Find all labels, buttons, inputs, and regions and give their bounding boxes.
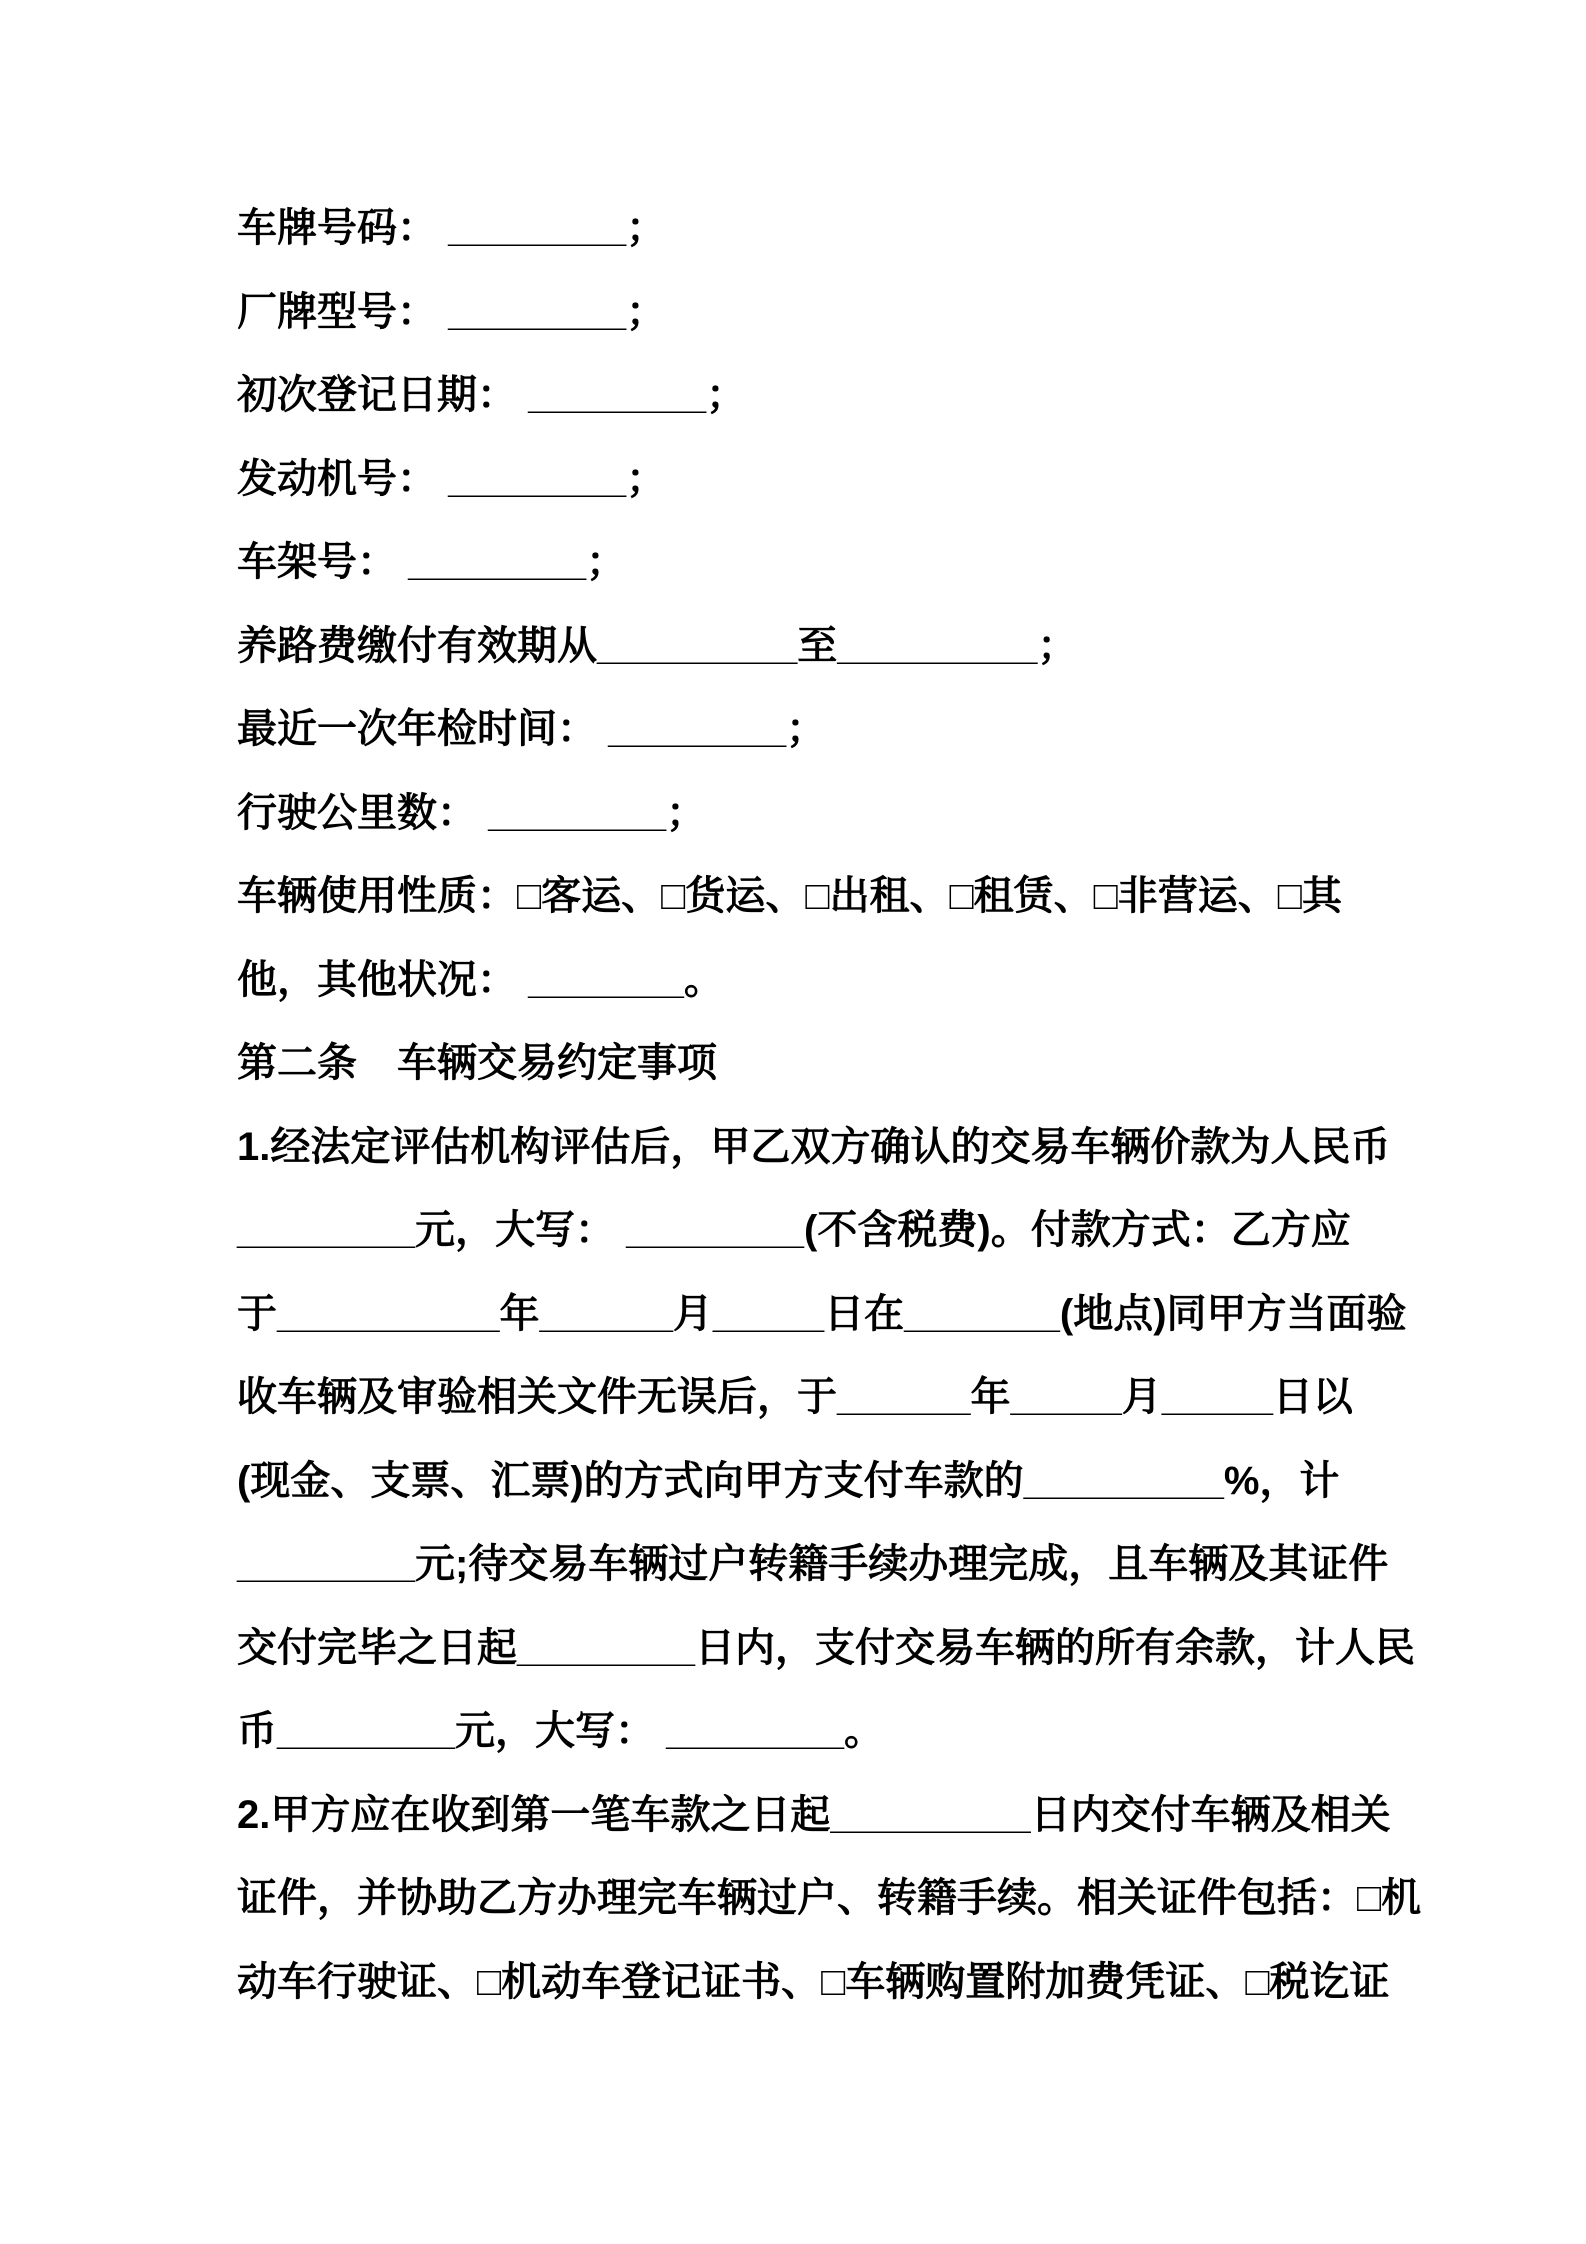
- clause-1-line-6: ________元;待交易车辆过户转籍手续办理完成，且车辆及其证件: [237, 1542, 1389, 1586]
- field-mileage: 行驶公里数： ________；: [237, 790, 707, 835]
- field-engine-number: 发动机号： ________；: [237, 456, 667, 501]
- clause-2-line-1: 2.甲方应在收到第一笔车款之日起_________日内交付车辆及相关: [237, 1792, 1391, 1837]
- article-2-heading: 第二条 车辆交易约定事项: [237, 1041, 717, 1085]
- clause-2-certificates-checkboxes: 动车行驶证、□机动车登记证书、□车辆购置附加费凭证、□税讫证: [237, 1959, 1390, 2004]
- clause-1-line-7: 交付完毕之日起________日内，支付交易车辆的所有余款，计人民: [237, 1625, 1415, 1670]
- field-plate-number: 车牌号码： ________；: [237, 206, 667, 250]
- contract-body: [237, 187, 1437, 2024]
- field-last-annual-inspection: 最近一次年检时间： ________；: [237, 707, 827, 751]
- clause-1-line-4: 收车辆及审验相关文件无误后，于______年_____月_____日以: [237, 1375, 1353, 1419]
- field-brand-model: 厂牌型号： ________；: [237, 289, 667, 334]
- clause-2-line-2: 证件，并协助乙方办理完车辆过户、转籍手续。相关证件包括：□机: [237, 1876, 1422, 1920]
- field-frame-number: 车架号： ________；: [237, 540, 627, 584]
- clause-1-line-2: ________元，大写： ________(不含税费)。付款方式：乙方应: [237, 1208, 1351, 1252]
- field-first-registration-date: 初次登记日期： ________；: [237, 373, 747, 417]
- clause-1-line-3: 于__________年______月_____日在_______(地点)同甲方当面验: [237, 1291, 1407, 1336]
- clause-1-line-1: 1.经法定评估机构评估后，甲乙双方确认的交易车辆价款为人民币: [237, 1124, 1391, 1169]
- field-usage-nature-checkboxes: 车辆使用性质：□客运、□货运、□出租、□租赁、□非营运、□其: [237, 874, 1342, 918]
- clause-1-line-5: (现金、支票、汇票)的方式向甲方支付车款的_________%，计: [237, 1458, 1340, 1503]
- field-other-condition: 他，其他状况： _______。: [237, 957, 724, 1002]
- field-road-fee-validity-period: 养路费缴付有效期从_________至_________；: [237, 623, 1078, 668]
- clause-1-line-8: 币________元，大写： ________。: [237, 1709, 885, 1753]
